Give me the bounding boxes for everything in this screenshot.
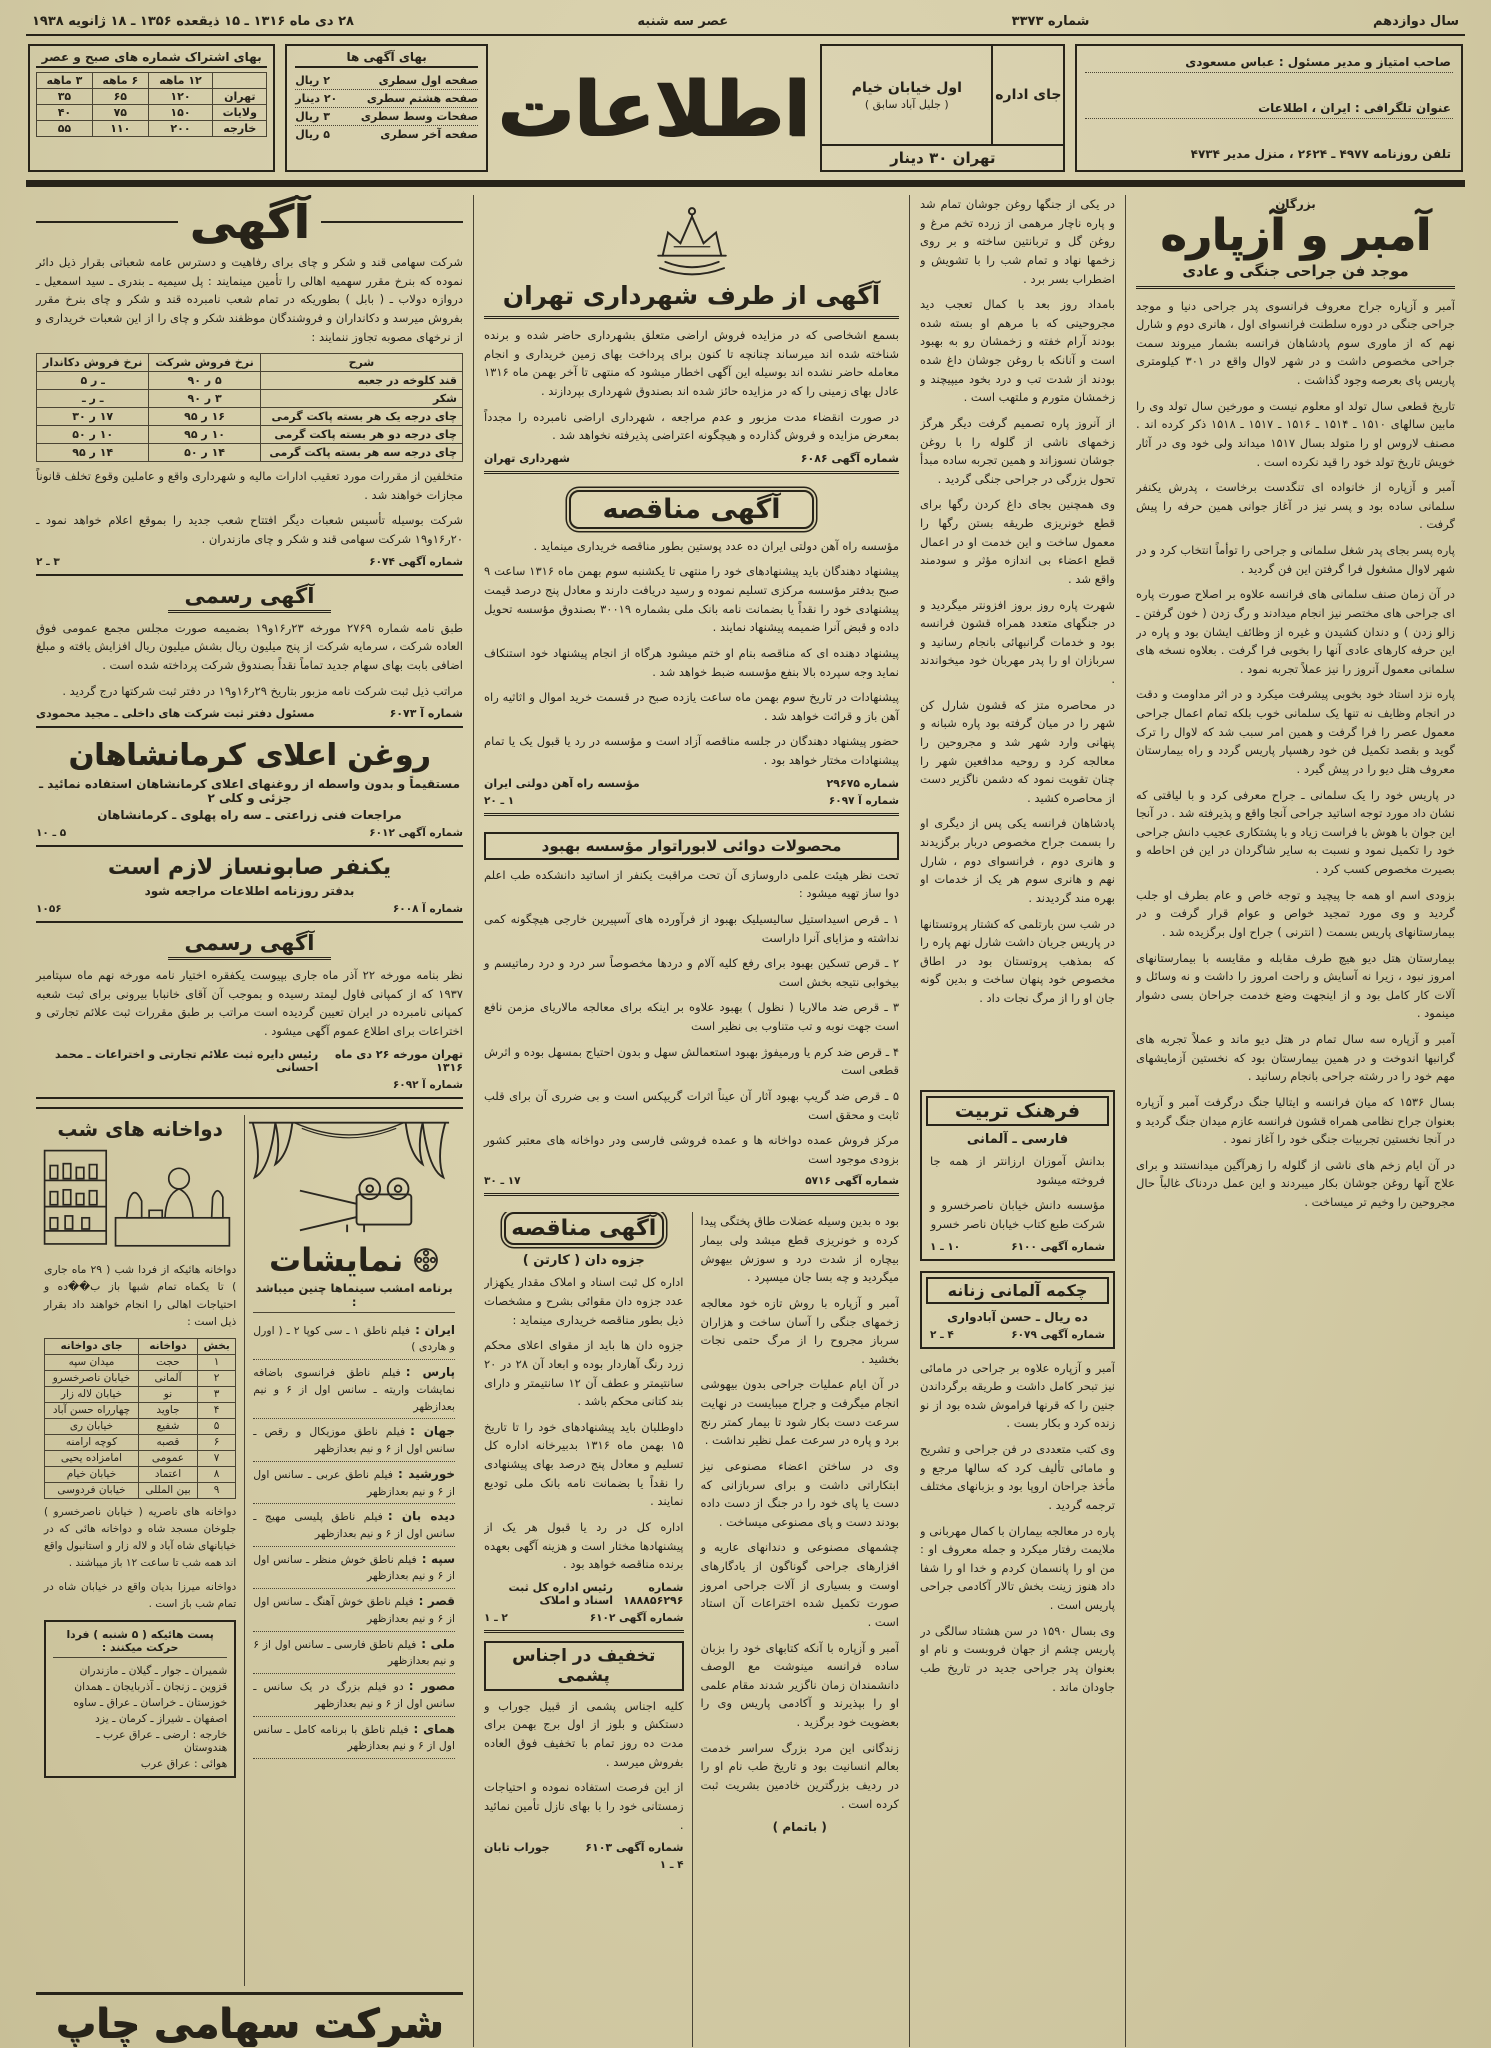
post-departures-title: پست هائیکه ( ۵ شنبه ) فردا حرکت میکنند : [53,1627,227,1659]
ad-refline: شماره آ ۶۰۰۸ ۱۰۵۶ [36,903,463,916]
table-row: ۸ اعتماد خیابان خیام [45,1466,236,1482]
phone-line: تلفن روزنامه ۴۹۷۷ ـ ۲۶۲۴ ، منزل مدیر ۴۷۳۴ [1190,147,1451,161]
crown-emblem-illustration [484,195,899,281]
behbood-title: محصولات دوائی لابوراتوار مؤسسه بهبود [484,832,899,860]
ad-price-row: صفحه آخر سطری ۵ ریال [295,128,479,141]
farhang-title: فرهنک تربیت [926,1096,1109,1126]
table-row: چای درجه دو هر بسته پاکت گرمی ۱۰ ر ۹۵ ۱۰ ر ۵۰ [37,426,463,444]
article-paragraph: پاره در معالجه بیماران با کمال مهربانی و ملایمت رفتار میکرد و جمله معروف او : من او را پانسمان کردم و خدا او را شفا داد هنوز زینت بخش تالار آکادمی جراحی پاریس است . [920,1523,1115,1612]
column-continuation [909,195,1125,2047]
table-row: ۱ حجت میدان سپه [45,1354,236,1370]
notice-paragraph: جزوه دان ها باید از مقوای اعلای محکم زرد رنگ آهاردار بوده و ابعاد آن ۲۸ در ۲۰ سانتیمتر و عطف آن ۱۲ سانتیمتر و دارای بند کتانی محکم باشد . [484,1338,684,1409]
article-paragraph: آمبر و آزپاره با روش تازه خود معالجه زخمهای جنگی را آسان ساخت و هزاران سرباز مجروح را از مرگ حتمی نجات بخشید . [700,1295,899,1366]
cinema-listing: ایران :فیلم ناطق ۱ ـ سی کوپا ۲ ـ ( اورل و هاردی ) [253,1318,455,1360]
notice-signature-row: شماره آ ۶۰۷۳ مسئول دفتر ثبت شرکت های داخلی ـ مجید محمودی [36,707,463,721]
wool-title: تخفیف در اجناس پشمی [484,1641,684,1691]
carton-subtitle: جزوه دان ( کارتن ) [522,1253,645,1269]
article-paragraph: پاره پسر بجای پدر شغل سلمانی و جراحی را توأماً انتخاب کرد و در شهر لاوال مشغول فرا گرفتن این فن گردید . [1136,543,1455,576]
ad-refline: شماره آگهی ۶۱۰۰ ۱۰ ـ ۱ [930,1240,1105,1253]
wool-discount-ad [484,1641,684,1871]
table-row: ۵ شفیع خیابان ری [45,1418,236,1434]
sugar-company-ad [36,195,463,576]
kermanshah-oil-ad [36,736,463,847]
ad-price-row: صفحات وسط سطری ۳ ریال [295,108,478,126]
article-continuation-1 [920,195,1115,1090]
farhang-tarbiat-ad [920,1090,1115,1261]
sugar-after: شرکت بوسیله تأسیس شعبات دیگر افتتاح شعب جدید را بموقع اعلام خواهد نمود ـ ۲۰ر۱۶و۱۹ شرکت سهامی قند و شکر و چای مازندران . [36,513,463,546]
behbood-item: ۳ ـ قرص ضد مالاریا ( نظول ) بهبود علاوه بر اینکه برای معالجه مالاریای مزمن نافع است جهت نوبه و تب متناوب بی نظیر است [484,1000,899,1033]
cinema-subcolumn [244,1115,463,1986]
office-address-line2: ( جلیل آباد سابق ) [864,97,949,111]
article-continuation-3 [692,1212,900,2047]
pharmacy-illustration [44,1143,236,1261]
notice-signature-row: شماره ۱۸۸۸۵۶۲۹۶ رئیس اداره کل ثبت اسناد و املاک [508,1580,684,1607]
article-paragraph: وی همچنین بجای داغ کردن رگها برای قطع خونریزی طریقه بستن رگها را معمول ساخت و این خدمت او در اعمال قطع اعضاء بی اندازه مؤثر و سودمند واقع شد . [920,497,1115,586]
behbood-intro: تحت نظر هیئت علمی داروسازی آن تحت مراقبت یکنفر از اساتید دانشکده طب اعلم دوا ساز تهیه میشود : [484,867,899,901]
post-line: خوزستان ـ خراسان ـ عراق ـ ساوه [73,1695,228,1709]
sugar-intro: شرکت سهامی قند و شکر و چای برای رفاهیت و دسترس عامه شعباتی بقرار ذیل دائر نموده که بنرخ مقرر سهمیه اهالی را تأمین مینمایند : پل سیمیه ـ بندری ـ سید اسمعیل ـ دروازه دولاب ـ ( بابل ) بطوریکه در تمام شعب نامبرده قند و شکر و چای بنرخ مقرر بفروش میرسد و دکانداران و فروشندگان موظفند شکر و چای را از این شعبات خریداری و از نرخهای مصوبه تجاوز ننمایند : [36,255,463,344]
office-label: جای اداره [991,46,1063,144]
article-paragraph: در شب سن بارتلمی که کشتار پروتستانها در پاریس جریان داشت شارل نهم پاره را که بمذهب پروتستان بود در اطاق مخصوص خود پنهان ساخت و بدین گونه جان او را از مرگ نجات داد . [920,916,1115,1005]
cinema-listing: قصر :فیلم ناطق خوش آهنگ ـ سانس اول از ۶ و نیم بعدازظهر [253,1589,455,1631]
edition-label: عصر سه شنبه [637,14,729,29]
german-boots-ad [920,1271,1115,1349]
behbood-footer: مرکز فروش عمده دواخانه ها و عمده فروشی فارسی ودر دواخانه های معتبر کشور بزودی موجود است [484,1133,899,1166]
notice-signature-row: شماره ۲۹۶۷۵ مؤسسه راه آهن دولتی ایران [484,776,899,790]
office-address-line1: اول خیابان خیام [851,79,962,96]
ad-refline: شماره آگهی ۵۷۱۶ ۱۷ ـ ۳۰ [484,1175,899,1188]
official-notice-1: آگهی رسمی طبق نامه شماره ۲۷۶۹ مورخه ۲۳ر۱۶و۱۹ بضمیمه صورت مجلس مجمع عمومی فوق العاده شرکت ، سرمایه شرکت از پنج میلیون ریال بشش میلیون ریال افزایش یافته و مبلغ اضافی بابت بهای سهام جدید تماماً نقداً بصندوق شرکت پرداخته شده است . مراتب ذیل ثبت شرکت نامه مزبور بتاریخ ۲۹ر۱۶و۱۹ در دفتر ثبت شرکتها درج گردید . شماره آ ۶۰۷۳ مسئول دفتر ثبت شرکت های داخلی ـ مجید محمودی [36,584,463,729]
oil-ad-body: مستقیماً و بدون واسطه از روغنهای اعلای کرمانشاهان استفاده نمائید ـ جزئی و کلی ۲ [38,777,461,806]
notice-paragraph: بسمع اشخاصی که در مزایده فروش اراضی متعلق بشهرداری حاضر شده و برنده شناخته شده اند میرساند چنانچه تا کنون برای پرداخت بهای زمین خریداری و انجام معامله حاضر نشده اند بوسیله این آگهی اخطار میشود که منتهی تا آخر بهمن ماه ۱۳۱۶ عادل بهای زمینی را که در مزایده حائز شده اند بصندوق شهرداری بپردازند . [484,328,899,398]
cinema-listing: پارس :فیلم ناطق فرانسوی باضافه نمایشات واریته ـ سانس اول از ۶ و نیم بعدازظهر [253,1360,455,1419]
sugar-ad-title: آگهی [189,195,310,249]
cinema-listing: جهان :فیلم ناطق موزیکال و رقص ـ سانس اول از ۶ و نیم بعدازظهر [253,1419,455,1461]
pharmacy-intro: دواخانه هائیکه از فردا شب ( ۲۹ ماه جاری ) تا یکماه تمام شبها باز ب��ده و احتیاجات اهالی را انجام خواهند داد بقرار ذیل است : [44,1262,237,1329]
article-continuation-2 [920,1359,1115,2048]
carton-wool-subcolumn [484,1212,692,2047]
wool-paragraph: از این فرصت استفاده نموده و احتیاجات زمستانی خود را با بهای نازل تأمین نمائید . [484,1780,684,1832]
theater-curtain-illustration [253,1115,455,1239]
pharmacy-table: بخش دواخانه جای دواخانه ۱ حجت میدان سپه ۲ آلمانی خیابان ناصرخسرو ۳ نو خیابان لاله زار ۴ جاوید چهارراه حسن آباد ۵ شفیع خیابان ری ۶ قصبه کوچه ارامنه ۷ عمومی امامزاده یحیی ۸ اعتماد خیابان خیام ۹ بین المللی خیابان فردوسی [44,1338,236,1499]
soapmaker-wanted-ad [36,855,463,923]
column-official-notices [473,195,909,2047]
ad-prices-title: بهای آگهی ها [295,50,478,68]
soap-ad-body: بدفتر روزنامه اطلاعات مراجعه شود [144,884,355,899]
pharmacy-note: دواخانه های ناصریه ( خیابان ناصرخسرو ) جلوخان مسجد شاه و دواخانه هائی که در خیابانهای شاه آباد و لاله زار و استانبول واقع اند همه شب تا ساعت ۱۲ باز میباشند . [44,1505,237,1569]
sugar-price-table: شرح نرخ فروش شرکت نرخ فروش دکاندار قند کلوخه در جعبه ۵ ر ۹۰ ـ ر ۵ شکر ۳ ر ۹۰ ـ ر ـ چای درجه یک هر بسته پاکت گرمی ۱۶ ر ۹۵ ۱۷ ر ۳۰ چای درجه دو هر بسته پاکت گرمی ۱۰ ر ۹۵ ۱۰ ر ۵۰ چای درجه سه هر بسته پاکت گرمی ۱۴ ر ۵۰ ۱۴ ر ۹۵ [36,353,463,462]
ad-prices-box [285,44,488,172]
notice-paragraph: در صورت انقضاء مدت مزبور و عدم مراجعه ، شهرداری اراضی نامبرده را مجدداً بمعرض مزایده و فروش گذارده و هیچگونه اعتراضی پذیرفته نخواهد شد . [484,409,899,443]
ad-refline: ۴ ـ ۱ [659,1859,684,1872]
article-title: آمبر و آزپاره [1160,210,1431,261]
oil-ad-title: روغن اعلای کرمانشاهان [68,738,431,774]
masthead-row [26,34,1465,187]
article-subtitle: موجد فن جراحی جنگی و عادی [1136,262,1455,289]
notice-paragraph: پیشنهاد دهندگان باید پیشنهادهای خود را منتهی تا یکشنبه سوم بهمن ماه ۱۳۱۶ ساعت ۹ صبح بدفتر مؤسسه مرکزی تسلیم نموده و رسید دریافت دارند و معادل پنج درصد قیمت پیشنهادی خود را نقداً یا بضمانت نامه بانک ملی بشماره ۳۰۰۱۹ بصندوق مؤسسه تحویل داده و قبض آنرا ضمیمه پیشنهاد نمایند . [484,564,900,635]
cinema-listing: خورشید :فیلم ناطق عربی ـ سانس اول از ۶ و نیم بعدازظهر [253,1462,455,1504]
pharmacy-subcolumn [36,1115,244,1986]
article-paragraph: زندگانی این مرد بزرگ سراسر خدمت بعالم انسانیت بود و تاریخ طب نام او را در ردیف بزرگترین خادمین بشریت ثبت کرده است . [700,1740,899,1811]
subscription-table: ۱۲ ماهه ۶ ماهه ۳ ماهه تهران ۱۲۰ ۶۵ ۳۵ ولایات ۱۵۰ ۷۵ ۴۰ خارجه ۲۰۰ ۱۱۰ ۵۵ [36,72,267,137]
article-paragraph: در محاصره متز که قشون شارل کن شهر را در میان گرفته بود پاره شبانه و پنهانی وارد شهر شد و مجروحین را معالجه کرد و روحیه مدافعین شهر را چنان تقویت نمود که دشمن ناگزیر دست از محاصره کشید . [920,697,1115,805]
railway-tender-notice [484,490,899,824]
table-row: تهران ۱۲۰ ۶۵ ۳۵ [37,89,267,105]
notice-paragraph: مؤسسه راه آهن دولتی ایران ده عدد پوستین بطور مناقصه خریداری مینماید . [533,538,899,553]
date-line: ۲۸ دی ماه ۱۳۱۶ ـ ۱۵ ذیقعده ۱۳۵۶ ـ ۱۸ ژانویه ۱۹۳۸ [32,14,354,29]
article-paragraph: تاریخ قطعی سال تولد او معلوم نیست و مورخین سال تولد وی را مابین سالهای ۱۵۱۰ ـ ۱۵۱۴ ـ ۱۵۱۶ ـ ۱۵۱۷ ـ ۱۵۱۸ ذکر کرده اند . مصنف لاروس او را متولد بسال ۱۵۱۷ میداند ولی خود وی در آثار خویش تاریخ تولد خود را قید نکرده است . [1136,398,1455,469]
article-paragraph: بامداد روز بعد با کمال تعجب دید مجروحینی که با مرهم او بسته شده بودند آرام خفته و زخمشان رو به بهبود است و آنانکه با روغن جوشان داغ شده بودند از شدت تب و درد بخود میپیچند و زخمشان متورم و ملتهب است . [920,297,1115,405]
notice-signature-row: تهران مورخه ۲۶ دی ماه ۱۳۱۶ رئیس دایره ثبت علائم تجارتی و اختراعات ـ محمد احسانی [54,1047,463,1074]
publisher-info-box [1075,44,1463,172]
soap-ad-title: یکنفر صابونساز لازم است [107,855,392,881]
article-paragraph: آمبر و آزپاره جراح معروف فرانسوی پدر جراحی دنیا و موجد جراحی جنگی در دوره سلطنت فرانسوای اول ، هانری دوم و شارل نهم که از ماوری سوم پادشاهان فرانسه بشمار میروند سمت جراحی مخصوص داشت و در شهر لاوال واقع در ۳۰۱ کیلومتری پاریس پای بعرصه وجود گذاشت . [1136,298,1455,388]
post-line: خارجه : ارضی ـ عراق عرب ـ هندوستان [96,1727,228,1754]
film-reel-icon [413,1247,439,1273]
table-row: ۹ بین المللی خیابان فردوسی [45,1482,236,1498]
notice-paragraph: نظر بنامه مورخه ۲۲ آذر ماه جاری بپیوست یکفقره اختیار نامه مورخه نهم ماه سپتامبر ۱۹۳۷ که از کمپانی فاول لیمتد رسیده و بموجب آن آقای خانبابا بیرونی برای ثبت شعبه کمپانی نامبرده در ایران تعیین گردیده است مراتب بر طبق مقررات ثبت علائم تجارتی و اختراعات برای اطلاع عموم آگهی میشود . [36,968,464,1038]
article-paragraph: چشمهای مصنوعی و دندانهای عاریه و افزارهای جراحی گوناگون از یادگارهای اوست و بسیاری از آلات جراحی امروز صورت تکمیل شده اختراعات آن استاد است . [700,1540,899,1629]
behbood-item: ۲ ـ قرص تسکین بهبود برای رفع کلیه آلام و دردها مخصوصاً سر درد و درد رماتیسم و بیخوابی نتیجه بخش است [484,956,899,989]
owner-line: صاحب امتیاز و مدیر مسئول : عباس مسعودی [1085,52,1453,73]
carton-tender-title: آگهی مناقصه [504,1212,664,1245]
cinema-listing: سپه :فیلم ناطق خوش منظر ـ سانس اول از ۶ و نیم بعدازظهر [253,1547,455,1589]
printing-company-banner: شرکت سهامی چاپ [36,1992,463,2047]
article-paragraph: در آن ایام زخم های ناشی از گلوله را زهرآگین میدانستند و برای علاج آنها روغن جوشان بکار میبردند و این عمل دردناک غالباً حال مجروحین را وخیم تر میساخت . [1136,1157,1455,1210]
table-row: ۷ عمومی امامزاده یحیی [45,1450,236,1466]
topbar [26,12,1465,34]
municipality-notice [484,281,899,482]
article-paragraph: وی در ساختن اعضاء مصنوعی نیز ابتکاراتی داشت و برای سربازانی که دست یا پای خود را در جنگ از دست داده بودند دست و پای مصنوعی میساخت . [700,1458,899,1529]
table-row: ۶ قصبه کوچه ارامنه [45,1434,236,1450]
behbood-pharma-ad [484,832,899,1205]
article-paragraph: در آن زمان صنف سلمانی های فرانسه علاوه بر اصلاح صورت پاره ای جراحی های مختصر نیز انجام میدادند و رگ زدن ( خون گرفتن ـ زالو زدن ) و دندان کشیدن و غیره از وظائف ایشان بود و پاره در این حرفه کارهای عادی آنها را بخوبی فرا گرفت . بعلاوه نسخه های سلمانی معمول آنروز را نیز عملاً تجربه نمود . [1136,587,1455,676]
article-paragraph: در آن ایام عملیات جراحی بدون بیهوشی انجام میگرفت و جراح میبایست در نهایت سرعت دست بکار شود تا بیمار کمتر رنج برد و پاره در سرعت عمل نظیر نداشت . [700,1377,899,1448]
table-row: قند کلوخه در جعبه ۵ ر ۹۰ ـ ر ۵ [37,372,463,390]
cinema-section-title-row [253,1241,455,1279]
table-row: ۳ نو خیابان لاله زار [45,1386,236,1402]
notice-paragraph: داوطلبان باید پیشنهادهای خود را تا تاریخ ۱۵ بهمن ماه ۱۳۱۶ بدبیرخانه اداره کل تسلیم و معادل پنج درصد بهای پیشنهادی را نقداً یا بضمانت نامه بانک ملی تودیع نمایند . [484,1419,684,1509]
sugar-after: متخلفین از مقررات مورد تعقیب ادارات مالیه و شهرداری واقع و عاملین وقوع تخلف قانوناً مجازات خواهند شد . [36,469,463,502]
cinema-section-title: نمایشات [269,1240,404,1279]
post-line: اصفهان ـ شیراز ـ کرمان ـ یزد [95,1711,228,1725]
article-kicker: بزرگان [1275,197,1316,211]
pharmacy-note: دواخانه میرزا بدیان واقع در خیابان شاه در تمام شب باز است . [44,1580,237,1610]
post-line: قزوین ـ زنجان ـ آذربایجان ـ همدان [74,1679,228,1693]
table-row: ۴ جاوید چهارراه حسن آباد [45,1402,236,1418]
article-paragraph: پاره نزد استاد خود بخوبی پیشرفت میکرد و در اثر مداومت و دقت در انجام وظایف نه تنها یک سلمانی خوب بلکه تمام اعمال جراحی معمول عصر را فرا گرفت و همین امر سبب شد که لاوال را ترک گوید و بقصد تکمیل فن خود رهسپار پاریس گردد و راه بیمارستان معروف هتل دیو را در پیش گیرد . [1136,687,1455,776]
article-paragraph: بیمارستان هتل دیو هیچ طرف مقابله و مقایسه با بیمارستانهای امروز نبود ، زیرا نه آسایش و راحت امروز را داشت و نه وسائل و آلات کار کامل بود و از اینجهت وضع خدمت جراحان بسی دشوار مینمود . [1136,950,1455,1021]
article-body [1136,297,1455,2047]
oil-ad-body2: مراجعات فنی زراعتی ـ سه راه پهلوی ـ کرمانشاهان [97,808,402,823]
notice-paragraph: پیشنهادات در تاریخ سوم بهمن ماه ساعت یازده صبح در قسمت خرید اموال و اثاثیه راه آهن باز و قرائت خواهد شد . [484,690,899,723]
ad-refline: شماره آ ۶۰۹۲ [392,1078,463,1091]
cinema-listing: دیده بان :فیلم ناطق پلیسی مهیج ـ سانس اول از ۶ و نیم بعدازظهر [253,1504,455,1546]
article-paragraph: بود ه بدین وسیله عضلات طاق پختگی پیدا کرده و خونریزی قطع میشد ولی بیمار بیچاره از شدت درد و سوزش بیهوش میگردید و چه بسا جان میسپرد . [700,1214,899,1285]
telegraph-line: عنوان تلگرافی : ایران ، اطلاعات [1085,98,1453,119]
farhang-subtitle: فارسی ـ آلمانی [966,1132,1069,1147]
farhang-body: بدانش آموزان ارزانتر از همه جا فروخته میشود [930,1154,1105,1187]
railway-tender-title: آگهی مناقصه [569,490,814,529]
article-paragraph: در پاریس خود را یک سلمانی ـ جراح معرفی کرد و با لیاقتی که نشان داد مورد توجه اساتید جراحی آنجا واقع و پذیرفته شد . در آنجا این جوان با هوش با فراست زیاد و با پشتکاری عجیب دانش جراحی خود را تکمیل نمود و نسبت به سایر شاگردان در این فن احاطه و بصیرت مخصوص کسب کرد . [1136,787,1455,877]
farhang-body: مؤسسه دانش خیابان ناصرخسرو و شرکت طبع کتاب خیابان ناصر خسرو [930,1198,1105,1231]
post-departures-box [44,1620,236,1779]
ad-refline: شماره آگهی ۶۱۰۲ ۲ ـ ۱ [484,1611,684,1624]
cinema-listing: همای :فیلم ناطق با برنامه کامل ـ سانس اول از ۶ و نیم بعدازظهر [253,1717,455,1759]
ad-refline: شماره آگهی ۶۰۷۹ ۴ ـ ۲ [930,1328,1105,1341]
ad-refline: شماره آگهی ۶۰۱۲ ۵ ـ ۱۰ [36,827,463,840]
municipality-title: آگهی از طرف شهرداری تهران [484,281,899,319]
notice-paragraph: حضور پیشنهاد دهندگان در جلسه مناقصه آزاد است و مؤسسه در رد یا قبول یک یا تمام پیشنهادات مختار خواهد بود . [484,734,899,767]
article-paragraph: در یکی از جنگها روغن جوشان تمام شد و پاره ناچار مرهمی از زرده تخم مرغ و روغن گل و تربانتین ساخته و بر روی زخمها نهاد و تمام شب را با تشویش و اضطراب بسر برد . [920,197,1115,286]
article-end-mark: ( باتمام ) [772,1820,827,1835]
notice-signature-row: شماره آگهی ۶۱۰۳ جوراب تابان [484,1841,684,1855]
article-paragraph: آمبر و آزپاره با آنکه کتابهای خود را بزبان ساده فرانسه مینوشت مع الوصف دانشمندان زمان ناگزیر شدند مقام علمی او را بپذیرند و آکادمی پاریس وی را بعضویت خود برگزید . [700,1640,899,1729]
page-body [26,195,1465,2047]
article-paragraph: بسال ۱۵۳۶ که میان فرانسه و ایتالیا جنگ درگرفت آمبر و آزپاره بعنوان جراح نظامی همراه قشون فرانسه عازم میدان جنگ گردید و در آنجا نخستین تجربیات جنگی خود را آغاز نمود . [1136,1094,1455,1147]
notice-paragraph: اداره کل در رد یا قبول هر یک از پیشنهادها مختار است و هزینه آگهی بعهده برنده مناقصه خواهد بود . [484,1519,684,1572]
column-feature-article [1125,195,1465,2047]
office-box [820,44,1065,172]
behbood-item: ۵ ـ قرص ضد گریپ بهبود آثار آن عیناً اثرات گریپکس است و بی ضرری آن برای قلب ثابت و محقق است [484,1088,899,1122]
subscription-title: بهای اشتراک شماره های صبح و عصر [36,50,267,68]
cinema-listing: مصور :دو فیلم بزرگ در یک سانس ـ سانس اول از ۶ و نیم بعدازظهر [253,1674,455,1716]
masthead-title: اطلاعات [498,63,811,153]
post-line: هوائی : عراق عرب [140,1756,228,1770]
table-row: شکر ۳ ر ۹۰ ـ ر ـ [37,390,463,408]
table-row: چای درجه یک هر بسته پاکت گرمی ۱۶ ر ۹۵ ۱۷ ر ۳۰ [37,408,463,426]
behbood-item: ۱ ـ قرص اسیداستیل سالیسیلیک بهبود از فرآورده های آسپیرین خارجی هیچگونه کمی نداشته و مزایای آنرا داراست [484,911,899,945]
table-row: خارجه ۲۰۰ ۱۱۰ ۵۵ [37,121,267,137]
table-row: ولایات ۱۵۰ ۷۵ ۴۰ [37,105,267,121]
article-paragraph: از آنروز پاره تصمیم گرفت دیگر هرگز زخمهای ناشی از گلوله را با روغن جوشان نسوزاند و همین تجربه ساده مبدأ تحول بزرگی در جراحی جنگی گردید . [920,415,1115,486]
article-paragraph: آمبر و آزپاره سه سال تمام در هتل دیو ماند و عملاً تجربه های گرانبها اندوخت و در همین بیمارستان بود که نخستین آزمایشهای مهم خود را در رشته جراحی بانجام رسانید . [1136,1032,1455,1084]
article-paragraph: بزودی اسم او همه جا پیچید و توجه خاص و عام بطرف او جلب گردید و وی مورد تمجید خواص و عوام قرار گرفت و در بیمارستانهای پاریس بسمت ( انترنی ) جراح اول برگزیده شد . [1136,887,1455,939]
table-row: ۲ آلمانی خیابان ناصرخسرو [45,1370,236,1386]
ad-price-row: صفحه اول سطری ۲ ریال [295,72,478,90]
table-row: چای درجه سه هر بسته پاکت گرمی ۱۴ ر ۵۰ ۱۴ ر ۹۵ [37,444,463,462]
article-paragraph: آمبر و آزپاره از خانواده ای تنگدست برخاست ، پدرش یکنفر سلمانی ساده بود و پسر نیز در آغاز جوانی همین حرفه را پیش گرفت . [1136,480,1455,532]
year-label: سال دوازدهم [1372,14,1459,29]
post-line: شمیران ـ جوار ـ گیلان ـ مازندران [79,1663,228,1677]
sugar-ad-title-row [36,195,463,249]
notice-paragraph: پیشنهاد دهنده ای که مناقصه بنام او ختم میشود هرگاه از انجام پیشنهاد خود استنکاف نماید وجه سپرده بالا بنفع مؤسسه ضبط خواهد شد . [484,645,899,679]
article-paragraph: وی بسال ۱۵۹۰ در سن هشتاد سالگی در پاریس چشم از جهان فروبست و نام او بعنوان پدر جراحی جدید در تاریخ طب جاودان ماند . [920,1623,1115,1694]
cinema-pharmacy-row [36,1107,463,1986]
pharmacy-section-title: دواخانه های شب [57,1116,223,1141]
column-display-ads [26,195,473,2047]
notice-paragraph: طبق نامه شماره ۲۷۶۹ مورخه ۲۳ر۱۶و۱۹ بضمیمه صورت مجلس مجمع عمومی فوق العاده شرکت ، سرمایه شرکت از پنج میلیون ریال بشش میلیون ریال افزایش یافته و مبلغ اضافی بابت بهای سهام جدید تماماً نقداً بصندوق شرکت پرداخته شده است . [36,620,463,672]
carton-tender-notice [484,1212,684,1632]
cinema-intro: برنامه امشب سینماها چنین میباشد : [253,1281,455,1313]
boot-title: چکمه آلمانی زنانه [926,1277,1109,1304]
copy-price: تهران ۳۰ دینار [822,144,1063,170]
subscription-box [28,44,275,172]
article-paragraph: پادشاهان فرانسه یکی پس از دیگری او را بسمت جراح مخصوص دربار برگزیدند و هانری دوم ، فرانسوای دوم ، شارل نهم و هانری سوم هر یک از خدمات او بهره مند گردیدند . [920,816,1115,905]
behbood-item: ۴ ـ قرص ضد کرم یا ورمیفوژ بهبود استعمالش سهل و بدون احتیاج بمسهل بوده و اثرش قطعی است [484,1044,899,1078]
notice-paragraph: مراتب ذیل ثبت شرکت نامه مزبور بتاریخ ۲۹ر۱۶و۱۹ در دفتر ثبت شرکتها درج گردید . [62,683,463,698]
cinema-listing: ملی :فیلم ناطق فارسی ـ سانس اول از ۶ و نیم بعدازظهر [253,1632,455,1674]
notice-signature-row: شماره آگهی ۶۰۸۶ شهرداری تهران [484,451,899,465]
ad-refline: شماره آگهی ۶۰۷۴ ۳ ـ ۲ [36,555,463,568]
notice-paragraph: اداره کل ثبت اسناد و املاک مقدار یکهزار عدد جزوه دان مقوائی بشرح و مشخصات ذیل بطور مناقصه خریداری مینماید : [484,1275,684,1327]
wool-paragraph: کلیه اجناس پشمی از قبیل جوراب و دستکش و بلوز از اول برج بهمن برای مدت ده روز تمام با تخفیف فوق العاده بفروش میرسد . [484,1698,684,1769]
article-paragraph: آمبر و آزپاره علاوه بر جراحی در مامائی نیز تبحر کامل داشت و طریقه برگرداندن جنین را که قرنها فراموش شده بود از نو زنده کرد و بکار بست . [920,1360,1115,1431]
notice-subcolumns [484,1212,899,2047]
ad-refline: شماره آ ۶۰۹۷ ۱ ـ ۲۰ [484,794,899,807]
official-notice-2: آگهی رسمی نظر بنامه مورخه ۲۲ آذر ماه جاری بپیوست یکفقره اختیار نامه مورخه نهم ماه سپتامبر ۱۹۳۷ که از کمپانی فاول لیمتد رسیده و بموجب آن آقای خانبابا بیرونی برای ثبت شعبه کمپانی نامبرده در ایران تعیین گردیده است مراتب بر طبق مقررات ثبت علائم تجارتی و اختراعات برای اطلاع عموم آگهی میشود . تهران مورخه ۲۶ دی ماه ۱۳۱۶ رئیس دایره ثبت علائم تجارتی و اختراعات ـ محمد احسانی شماره آ ۶۰۹۲ [36,931,463,1099]
article-paragraph: شهرت پاره روز بروز افزونتر میگردید و در جنگهای متعدد همراه قشون فرانسه بود و خدمات گرانبهائی بانجام رسانید و سربازان او را پدر مهربان خود میخواندند . [920,597,1115,686]
article-paragraph: وی کتب متعددی در فن جراحی و تشریح و مامائی تألیف کرد که سالها مرجع و مأخذ جراحان اروپا بود و بزبانهای مختلف ترجمه گردید . [920,1442,1115,1512]
boot-body: ده ریال ـ حسن آبادواری [947,1309,1088,1324]
issue-number: شماره ۳۳۷۳ [1011,14,1090,29]
ad-price-row: صفحه هشتم سطری ۲۰ دینار [295,90,478,108]
